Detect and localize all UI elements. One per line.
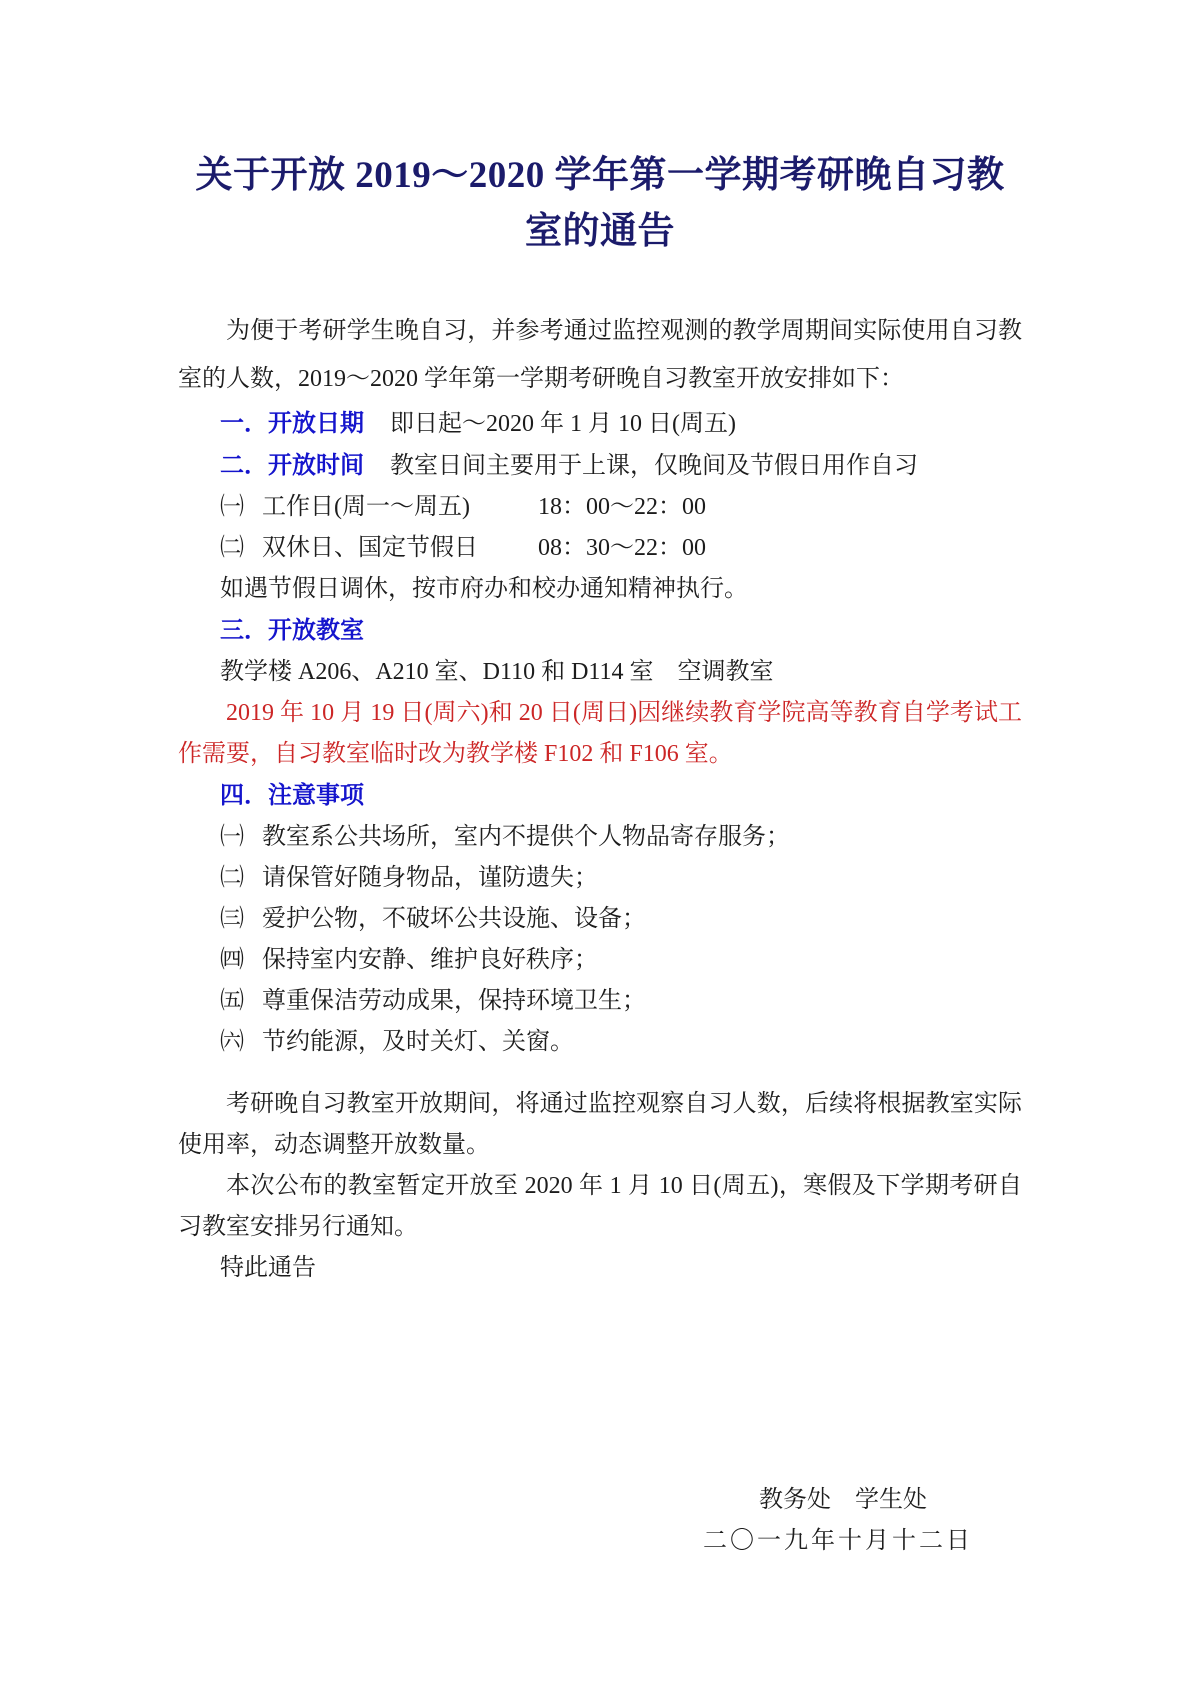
caution-text-4: 保持室内安静、维护良好秩序； bbox=[262, 947, 598, 973]
caution-marker-2: ㈡ bbox=[220, 865, 244, 891]
caution-marker-3: ㈢ bbox=[220, 906, 244, 932]
temporary-change-notice: 2019 年 10 月 19 日(周六)和 20 日(周日)因继续教育学院高等教育自学考试工作需要，自习教室临时改为教学楼 F102 和 F106 室。 bbox=[178, 700, 1022, 767]
open-time-item-weekend bbox=[178, 528, 1022, 569]
rooms-line: 教学楼 A206、A210 室、D110 和 D114 室 空调教室 bbox=[220, 659, 774, 685]
caution-text-5: 尊重保洁劳动成果，保持环境卫生； bbox=[262, 988, 646, 1014]
closing-paragraph-1: 考研晚自习教室开放期间，将通过监控观察自习人数，后续将根据教室实际使用率，动态调整开放数量。 bbox=[178, 1091, 1022, 1158]
holiday-adjust-note: 如遇节假日调休，按市府办和校办通知精神执行。 bbox=[220, 576, 748, 602]
caution-text-1: 教室系公共场所，室内不提供个人物品寄存服务； bbox=[262, 824, 790, 850]
section-two-heading: 二．开放时间 bbox=[220, 452, 364, 479]
caution-item-5 bbox=[178, 981, 1022, 1022]
caution-marker-6: ㈥ bbox=[220, 1029, 244, 1055]
caution-marker-4: ㈣ bbox=[220, 947, 244, 973]
item-marker-one: ㈠ bbox=[220, 494, 244, 520]
section-one-line bbox=[178, 403, 1022, 445]
section-two-line bbox=[178, 445, 1022, 487]
notice-title: 关于开放 2019～2020 学年第一学期考研晚自习教室的通告 bbox=[195, 155, 1005, 252]
caution-text-2: 请保管好随身物品，谨防遗失； bbox=[262, 865, 598, 891]
caution-item-2 bbox=[178, 858, 1022, 899]
section-three-heading: 三．开放教室 bbox=[220, 617, 364, 644]
caution-item-4 bbox=[178, 940, 1022, 981]
signature-block bbox=[178, 1480, 1022, 1562]
item-time-weekday: 18：00～22：00 bbox=[538, 494, 706, 520]
caution-marker-5: ㈤ bbox=[220, 988, 244, 1014]
item-time-weekend: 08：30～22：00 bbox=[538, 535, 706, 561]
signature-date: 二〇一九年十月十二日 bbox=[703, 1528, 973, 1554]
signature-departments: 教务处 学生处 bbox=[759, 1487, 927, 1513]
caution-item-6 bbox=[178, 1022, 1022, 1063]
item-label-weekend: 双休日、国定节假日 bbox=[262, 535, 478, 561]
section-one-text: 即日起～2020 年 1 月 10 日(周五) bbox=[390, 411, 736, 437]
intro-paragraph: 为便于考研学生晚自习，并参考通过监控观测的教学周期间实际使用自习教室的人数，2019～2020 学年第一学期考研晚自习教室开放安排如下： bbox=[178, 318, 1022, 392]
section-two-text: 教室日间主要用于上课，仅晚间及节假日用作自习 bbox=[390, 453, 918, 479]
section-one-heading: 一．开放日期 bbox=[220, 410, 364, 437]
section-three-line bbox=[178, 610, 1022, 652]
caution-item-1 bbox=[178, 817, 1022, 858]
item-marker-two: ㈡ bbox=[220, 535, 244, 561]
caution-text-6: 节约能源，及时关灯、关窗。 bbox=[262, 1029, 574, 1055]
caution-marker-1: ㈠ bbox=[220, 824, 244, 850]
item-label-weekday: 工作日(周一～周五) bbox=[262, 494, 470, 520]
section-four-heading: 四．注意事项 bbox=[220, 782, 364, 809]
section-four-line bbox=[178, 775, 1022, 817]
final-note: 特此通告 bbox=[220, 1255, 316, 1281]
closing-paragraph-2: 本次公布的教室暂定开放至 2020 年 1 月 10 日(周五)，寒假及下学期考研自习教室安排另行通知。 bbox=[178, 1173, 1022, 1240]
caution-text-3: 爱护公物，不破坏公共设施、设备； bbox=[262, 906, 646, 932]
caution-item-3 bbox=[178, 899, 1022, 940]
open-time-item-weekday bbox=[178, 487, 1022, 528]
